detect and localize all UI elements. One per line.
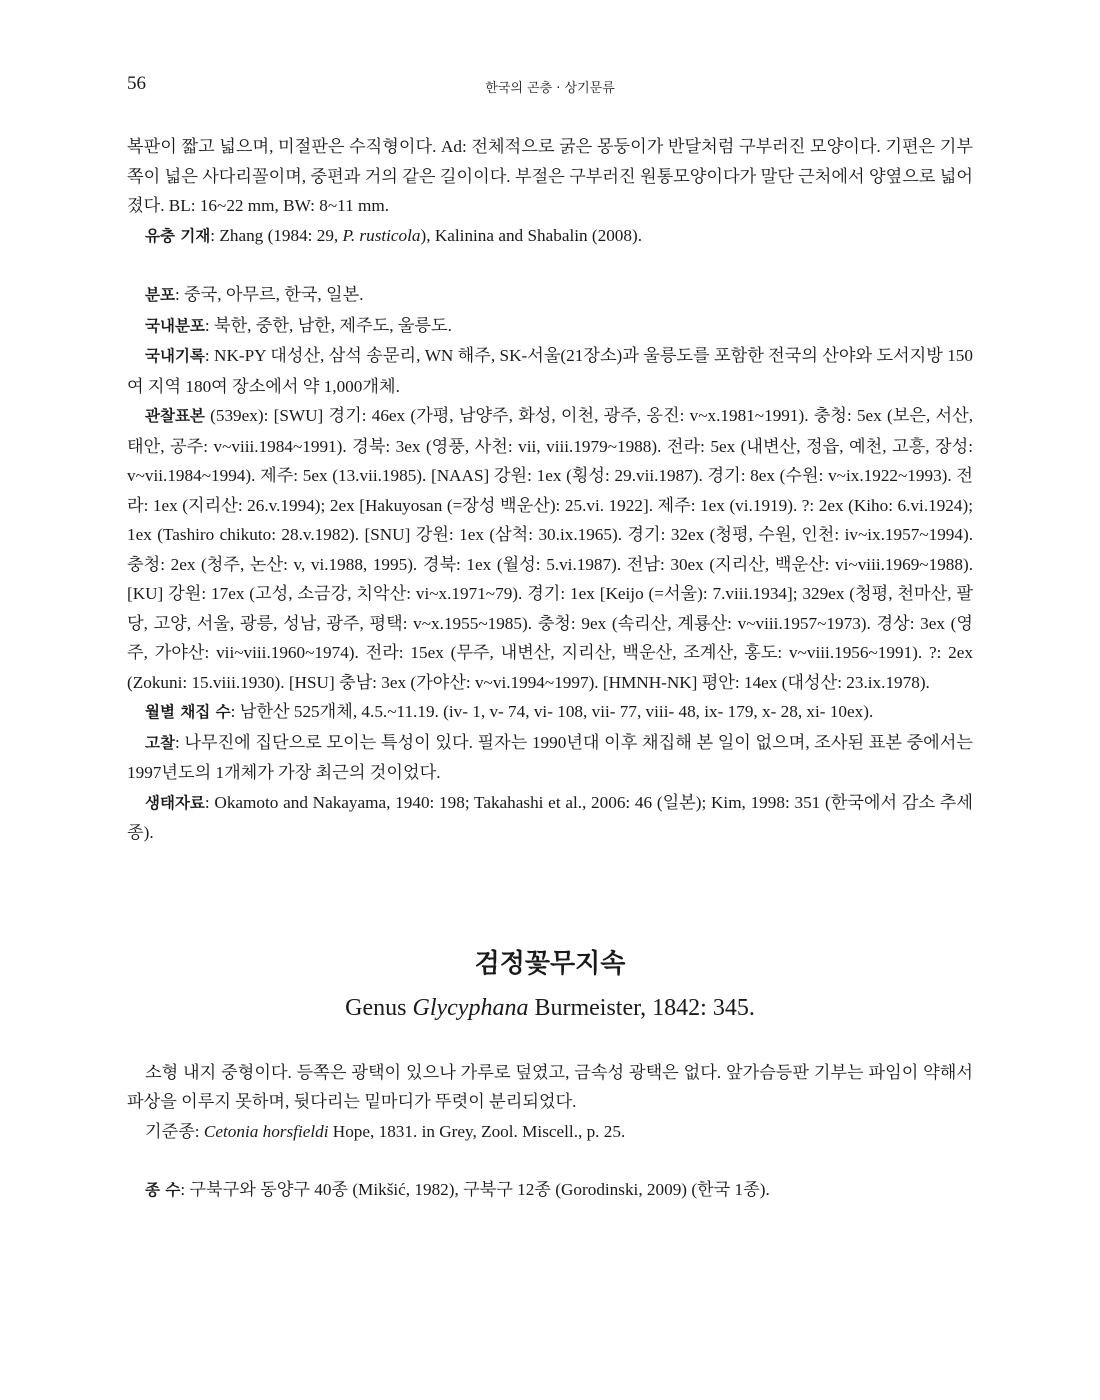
domestic-records-paragraph (127, 341, 973, 401)
ecology-label: 생태자료 (145, 793, 205, 812)
larva-text-pre: : Zhang (1984: 29, (210, 225, 343, 245)
type-species-paragraph (127, 1117, 973, 1147)
species-count-paragraph (127, 1175, 973, 1206)
genus-subtitle (127, 990, 973, 1026)
distribution-text: : 중국, 아무르, 한국, 일본. (174, 285, 364, 304)
distribution-label: 분포 (145, 286, 175, 304)
morphology-paragraph: 복판이 짧고 넓으며, 미절판은 수직형이다. Ad: 전체적으로 굵은 몽둥이가 반달처럼 구부러진 모양이다. 기편은 기부 쪽이 넓은 사다리꼴이며, 중편과 거의 같은 길이이다. 부절은 구부러진 원통모양이다가 말단 근처에서 양옆으로 넓어졌다. BL: 16~22 mm, BW: 8~11 mm. (127, 137, 973, 215)
spacer (127, 848, 973, 946)
genus-description: 소형 내지 중형이다. 등쪽은 광택이 있으나 가루로 덮였고, 금속성 광택은 없다. 앞가슴등판 기부는 파임이 약해서 파상을 이루지 못하며, 뒷다리는 밑마디가 뚜렷이 분리되었다. (127, 1062, 973, 1111)
domestic-distribution-label: 국내분포 (145, 316, 205, 335)
spacer (127, 251, 973, 280)
domestic-distribution-text: : 북한, 중한, 남한, 제주도, 울릉도. (204, 315, 452, 335)
ecology-text: : Okamoto and Nakayama, 1940: 198; Takahashi et al., 2006: 46 (일본); Kim, 1998: 351 (한국에서 감소 추세종). (127, 792, 973, 842)
running-title: 한국의 곤충 · 상기문류 (485, 81, 615, 96)
spacer (127, 1146, 973, 1175)
domestic-records-text: : NK-PY 대성산, 삼석 송문리, WN 해주, SK-서울(21장소)과 울릉도를 포함한 전국의 산야와 도서지방 150여 지역 180여 장소에서 약 1,000개체. (127, 346, 973, 396)
larva-label: 유충 기재 (145, 226, 211, 245)
species-count-text: : 구북구와 동양구 40종 (Mikšić, 1982), 구북구 12종 (Gorodinski, 2009) (한국 1종). (180, 1180, 770, 1199)
species-count-label: 종 수 (145, 1181, 181, 1199)
type-species-name: Cetonia horsfieldi (203, 1121, 329, 1141)
specimens-label: 관찰표본 (145, 407, 205, 425)
remarks-label: 고찰 (145, 733, 175, 752)
genus-name: Glycyphana (412, 994, 529, 1021)
monthly-label: 월별 채집 수 (145, 703, 231, 721)
genus-author: Burmeister, 1842: 345. (528, 994, 755, 1021)
ecology-paragraph (127, 788, 973, 848)
spacer (127, 1026, 973, 1058)
specimens-text: (539ex): [SWU] 경기: 46ex (가평, 남양주, 화성, 이천, 광주, 옹진: v~x.1981~1991). 충청: 5ex (보은, 서산, 태안, 공주: v~viii.1984~1991). 경북: 3ex (영풍, 사천: vii, viii.1979~1988). 전라: 5ex (내변산, 정읍, 예천, 고흥, 장성: v~vii.1984~1994). 제주: 5ex (13.vii.1985). [NAAS] 강원: 1ex (횡성: 29.vii.1987). 경기: 8ex (수원: v~ix.1922~1993). 전라: 1ex (지리산: 26.v.1994); 2ex [Hakuyosan (=장성 백운산): 25.vi. 1922]. 제주: 1ex (vi.1919). ?: 2ex (Kiho: 6.vi.1924); 1ex (Tashiro chikuto: 28.v.1982). [SNU] 강원: 1ex (삼척: 30.ix.1965). 경기: 32ex (청평, 수원, 인천: iv~ix.1957~1994). 충청: 2ex (청주, 논산: v, vi.1988, 1995). 경북: 1ex (월성: 5.vi.1987). 전남: 30ex (지리산, 백운산: vi~viii.1969~1988). [KU] 강원: 17ex (고성, 소금강, 치악산: vi~x.1971~79). 경기: 1ex [Keijo (=서울): 7.viii.1934]; 329ex (청평, 천마산, 팔당, 고양, 서울, 광릉, 성남, 광주, 평택: v~x.1955~1985). 충청: 9ex (속리산, 계룡산: v~viii.1957~1973). 경상: 3ex (영주, 가야산: vii~viii.1960~1974). 전라: 15ex (무주, 내변산, 지리산, 백운산, 조계산, 홍도: v~viii.1956~1991). ?: 2ex (Zokuni: 15.viii.1930). [HSU] 충남: 3ex (가야산: v~vi.1994~1997). [HMNH-NK] 평안: 14ex (대성산: 23.ix.1978). (127, 406, 973, 692)
larva-text-post: ), Kalinina and Shabalin (2008). (420, 225, 643, 245)
domestic-distribution-paragraph (127, 311, 973, 342)
main-text (127, 132, 973, 1206)
larva-paragraph (127, 221, 973, 252)
specimens-paragraph (127, 401, 973, 697)
monthly-text: : 남한산 525개체, 4.5.~11.19. (iv- 1, v- 74, vi- 108, vii- 77, viii- 48, ix- 179, x- 28, xi- 10ex). (230, 702, 874, 721)
larva-species-name: P. rusticola (342, 225, 421, 245)
type-species-post: Hope, 1831. in Grey, Zool. Miscell., p. 25. (328, 1121, 626, 1141)
genus-title: 검정꽃무지속 (474, 948, 626, 979)
domestic-records-label: 국내기록 (145, 347, 205, 365)
type-species-pre: 기준종: (145, 1121, 204, 1141)
monthly-paragraph (127, 697, 973, 728)
remarks-text: : 나무진에 집단으로 모이는 특성이 있다. 필자는 1990년대 이후 채집해 본 일이 없으며, 조사된 표본 중에서는 1997년도의 1개체가 가장 최근의 것이었다. (127, 732, 973, 782)
remarks-paragraph (127, 728, 973, 788)
distribution-paragraph (127, 280, 973, 311)
page-number: 56 (127, 73, 146, 94)
genus-prefix: Genus (345, 994, 413, 1021)
